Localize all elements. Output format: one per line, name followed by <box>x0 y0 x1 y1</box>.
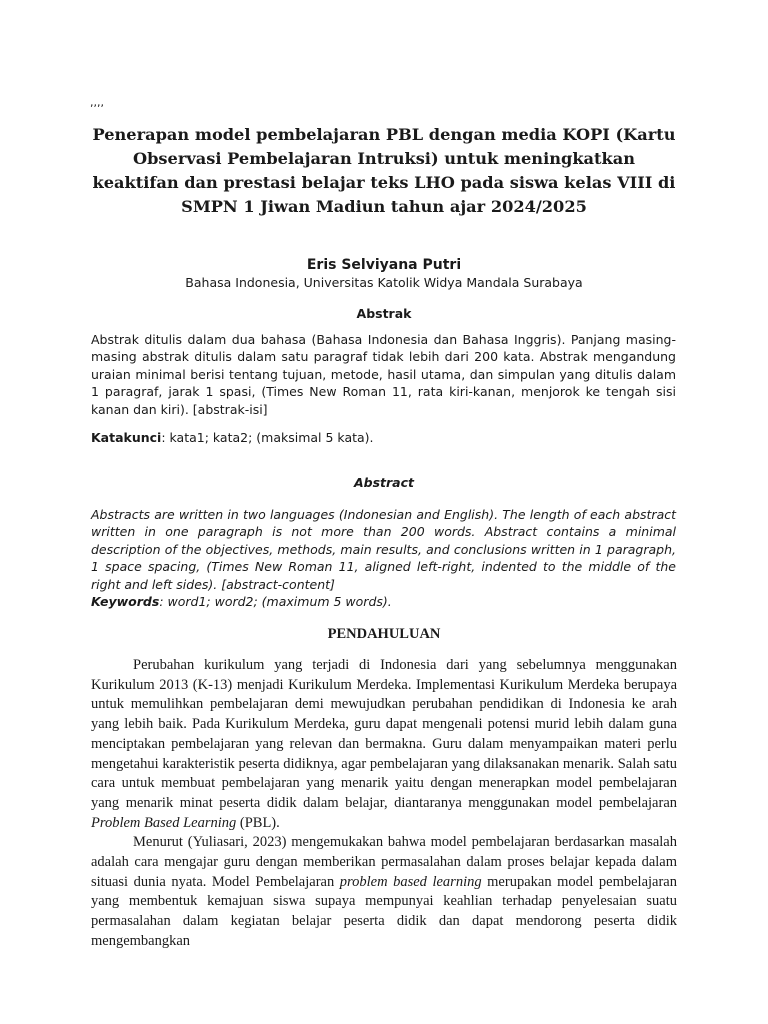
paper-title: Penerapan model pembelajaran PBL dengan media KOPI (Kartu Observasi Pembelajaran Intruksi) untuk meningkatkan keaktifan dan prestasi belajar teks LHO pada siswa kelas VIII di SMPN 1 Jiwan Madiun tahun ajar 2024/2025 <box>92 125 676 216</box>
section-body <box>91 656 677 952</box>
keywords-label: Katakunci <box>91 430 162 445</box>
header-mark: ,,,, <box>90 96 104 109</box>
body-paragraph <box>91 656 677 833</box>
abstract-heading: Abstract <box>353 475 415 490</box>
italic-term: Problem Based Learning <box>91 814 237 831</box>
author-name: Eris Selviyana Putri <box>306 257 462 273</box>
paragraph-text: Menurut (Yuliasari, 2023) mengemukakan bahwa model pembelajaran berdasarkan masalah adalah cara mengajar guru dengan memberikan permasalahan dalam proses belajar kepada dalam situasi dunia nyata. Model Pembelajaran <box>91 834 677 890</box>
keywords-value: : kata1; kata2; (maksimal 5 kata). <box>161 430 374 445</box>
author-affiliation: Bahasa Indonesia, Universitas Katolik Widya Mandala Surabaya <box>185 275 583 290</box>
italic-term: problem based learning <box>339 873 482 890</box>
paragraph-text: Perubahan kurikulum yang terjadi di Indonesia dari yang sebelumnya menggunakan Kurikulum 2013 (K-13) menjadi Kurikulum Merdeka. Implementasi Kurikulum Merdeka berupaya untuk memulihkan pembelajaran demi mewujudkan perubahan pendidikan di Indonesia ke arah yang lebih baik. Pada Kurikulum Merdeka, guru dapat mengenali potensi murid lebih dalam guna menciptakan pembelajaran yang relevan dan bermakna. Guru dalam menyampaikan materi perlu mengetahui karakteristik peserta didiknya, agar pembelajaran yang dilaksanakan menarik. Salah satu cara untuk membuat pembelajaran yang menarik yaitu dengan menerapkan model pembelajaran yang menarik minat peserta didik dalam belajar, diantaranya menggunakan model pembelajaran <box>91 657 677 811</box>
paragraph-text: (PBL). <box>236 814 280 831</box>
abstrak-body: Abstrak ditulis dalam dua bahasa (Bahasa Indonesia dan Bahasa Inggris). Panjang masing-masing abstrak ditulis dalam satu paragraf tidak lebih dari 200 kata. Abstrak mengandung uraian minimal berisi tentang tujuan, metode, hasil utama, dan simpulan yang ditulis dalam 1 paragraf, jarak 1 spasi, (Times New Roman 11, rata kiri-kanan, menjorok ke tengah sisi kanan dan kiri). [abstrak-isi] <box>91 332 676 417</box>
abstract-keywords <box>91 593 676 610</box>
paragraph-text: merupakan model pembelajaran yang membentuk kemajuan siswa supaya mempunyai keahlian terhadap penyelesaian suatu permasalahan dalam kegiatan belajar peserta didik dan dapat mendorong peserta didik mengembangkan <box>91 873 677 949</box>
abstract-body: Abstracts are written in two languages (Indonesian and English). The length of each abstract written in one paragraph is not more than 200 words. Abstract contains a minimal description of the objectives, methods, main results, and conclusions written in 1 paragraph, 1 space spacing, (Times New Roman 11, aligned left-right, indented to the middle of the right and left sides). [abstract-content] <box>91 507 676 592</box>
keywords-label: Keywords <box>91 594 160 609</box>
abstrak-heading: Abstrak <box>356 306 412 321</box>
section-heading: PENDAHULUAN <box>327 626 441 642</box>
abstrak-keywords <box>91 429 676 446</box>
body-paragraph <box>91 833 677 951</box>
keywords-value: : word1; word2; (maximum 5 words). <box>159 594 392 609</box>
